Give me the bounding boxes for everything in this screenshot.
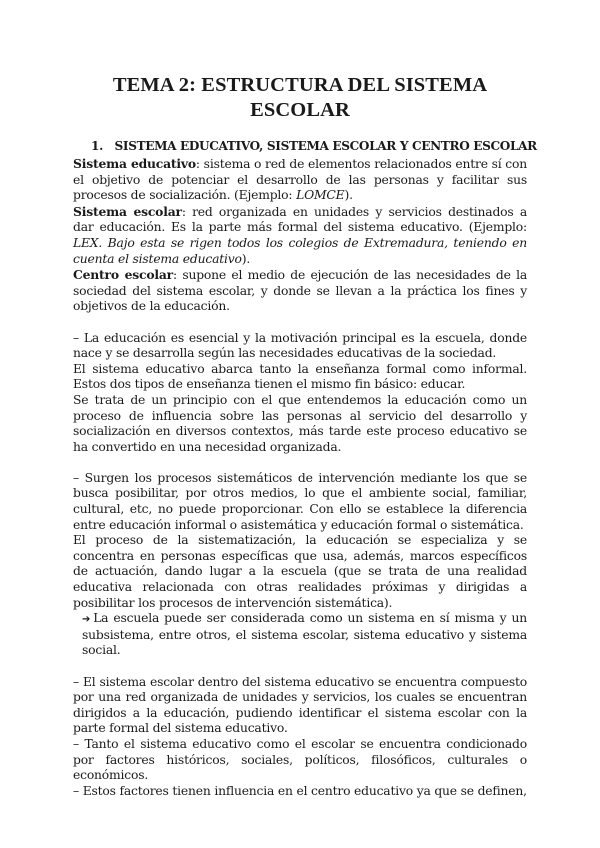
arrow-paragraph <box>73 611 527 659</box>
definition-centro-escolar <box>73 267 527 315</box>
arrow-paragraph-text: La escuela puede ser considerada como un sistema en sí misma y un subsistema, entre otros, el sistema escolar, sistema educativo y sistema social. <box>82 611 527 658</box>
arrow-icon: ➔ <box>82 614 91 626</box>
section-number: 1. <box>91 139 103 153</box>
example-text: LEX. Bajo esta se rigen todos los colegios de Extremadura, teniendo en cuenta el sistema educativo <box>73 235 527 266</box>
definition-end: ). <box>241 251 251 266</box>
definition-text: : red organizada en unidades y servicios destinados a dar educación. Es la parte más formal del sistema educativo. (Ejemplo: <box>73 204 527 235</box>
page-title <box>73 73 527 123</box>
paragraph: El sistema educativo abarca tanto la enseñanza formal como informal. Estos dos tipos de enseñanza tienen el mismo fin básico: educar. <box>73 361 527 392</box>
example-text: LOMCE <box>296 188 345 203</box>
paragraph: El proceso de la sistematización, la educación se especializa y se concentra en personas específicas que usa, además, marcos específicos de actuación, dando lugar a la escuela (que se trata de una realidad educativa relacionada con otras realidades próximas y dirigidas a posibilitar los procesos de intervención sistemática). <box>73 533 527 610</box>
term: Sistema escolar <box>73 203 182 219</box>
term: Sistema educativo <box>73 156 196 171</box>
definition-text: : sistema o red de elementos relacionados entre sí con el objetivo de potenciar el desarrollo de las personas y facilitar sus procesos de socialización. (Ejemplo: <box>73 157 528 203</box>
paragraph: – Tanto el sistema educativo como el escolar se encuentra condicionado por factores históricos, sociales, políticos, filosóficos, culturales o económicos. <box>73 736 527 783</box>
title-line-1: TEMA 2: ESTRUCTURA DEL SISTEMA <box>112 74 488 96</box>
paragraph: – Estos factores tienen influencia en el centro educativo ya que se definen, <box>73 783 527 798</box>
section-heading <box>91 139 537 153</box>
document-body <box>73 156 527 799</box>
definition-end: ). <box>344 188 353 203</box>
definition-text: : supone el medio de ejecución de las necesidades de la sociedad del sistema escolar, y donde se llevan a la práctica los fines y objetivos de la educación. <box>73 268 527 314</box>
paragraph: – Surgen los procesos sistemáticos de intervención mediante los que se busca posibilitar, por otros medios, lo que el ambiente social, familiar, cultural, etc, no puede proporcionar. Con ello se establece la diferencia entre educación informal o asistemática y educación formal o sistemática. <box>73 470 527 532</box>
definition-sistema-educativo <box>73 156 527 204</box>
title-line-2: ESCOLAR <box>250 99 350 121</box>
paragraph: Se trata de un principio con el que entendemos la educación como un proceso de influencia sobre las personas al servicio del desarrollo y socialización en diversos contextos, más tarde este proceso educativo se ha convertido en una necesidad organizada. <box>73 392 527 454</box>
paragraph: – La educación es esencial y la motivación principal es la escuela, donde nace y se desarrolla según las necesidades educativas de la sociedad. <box>73 330 527 361</box>
term: Centro escolar <box>73 267 173 283</box>
definition-sistema-escolar <box>73 204 527 267</box>
section-heading-text: SISTEMA EDUCATIVO, SISTEMA ESCOLAR Y CENTRO ESCOLAR <box>114 139 537 153</box>
paragraph: – El sistema escolar dentro del sistema educativo se encuentra compuesto por una red organizada de unidades y servicios, los cuales se encuentran dirigidos a la educación, pudiendo identificar el sistema escolar con la parte formal del sistema educativo. <box>73 674 527 736</box>
